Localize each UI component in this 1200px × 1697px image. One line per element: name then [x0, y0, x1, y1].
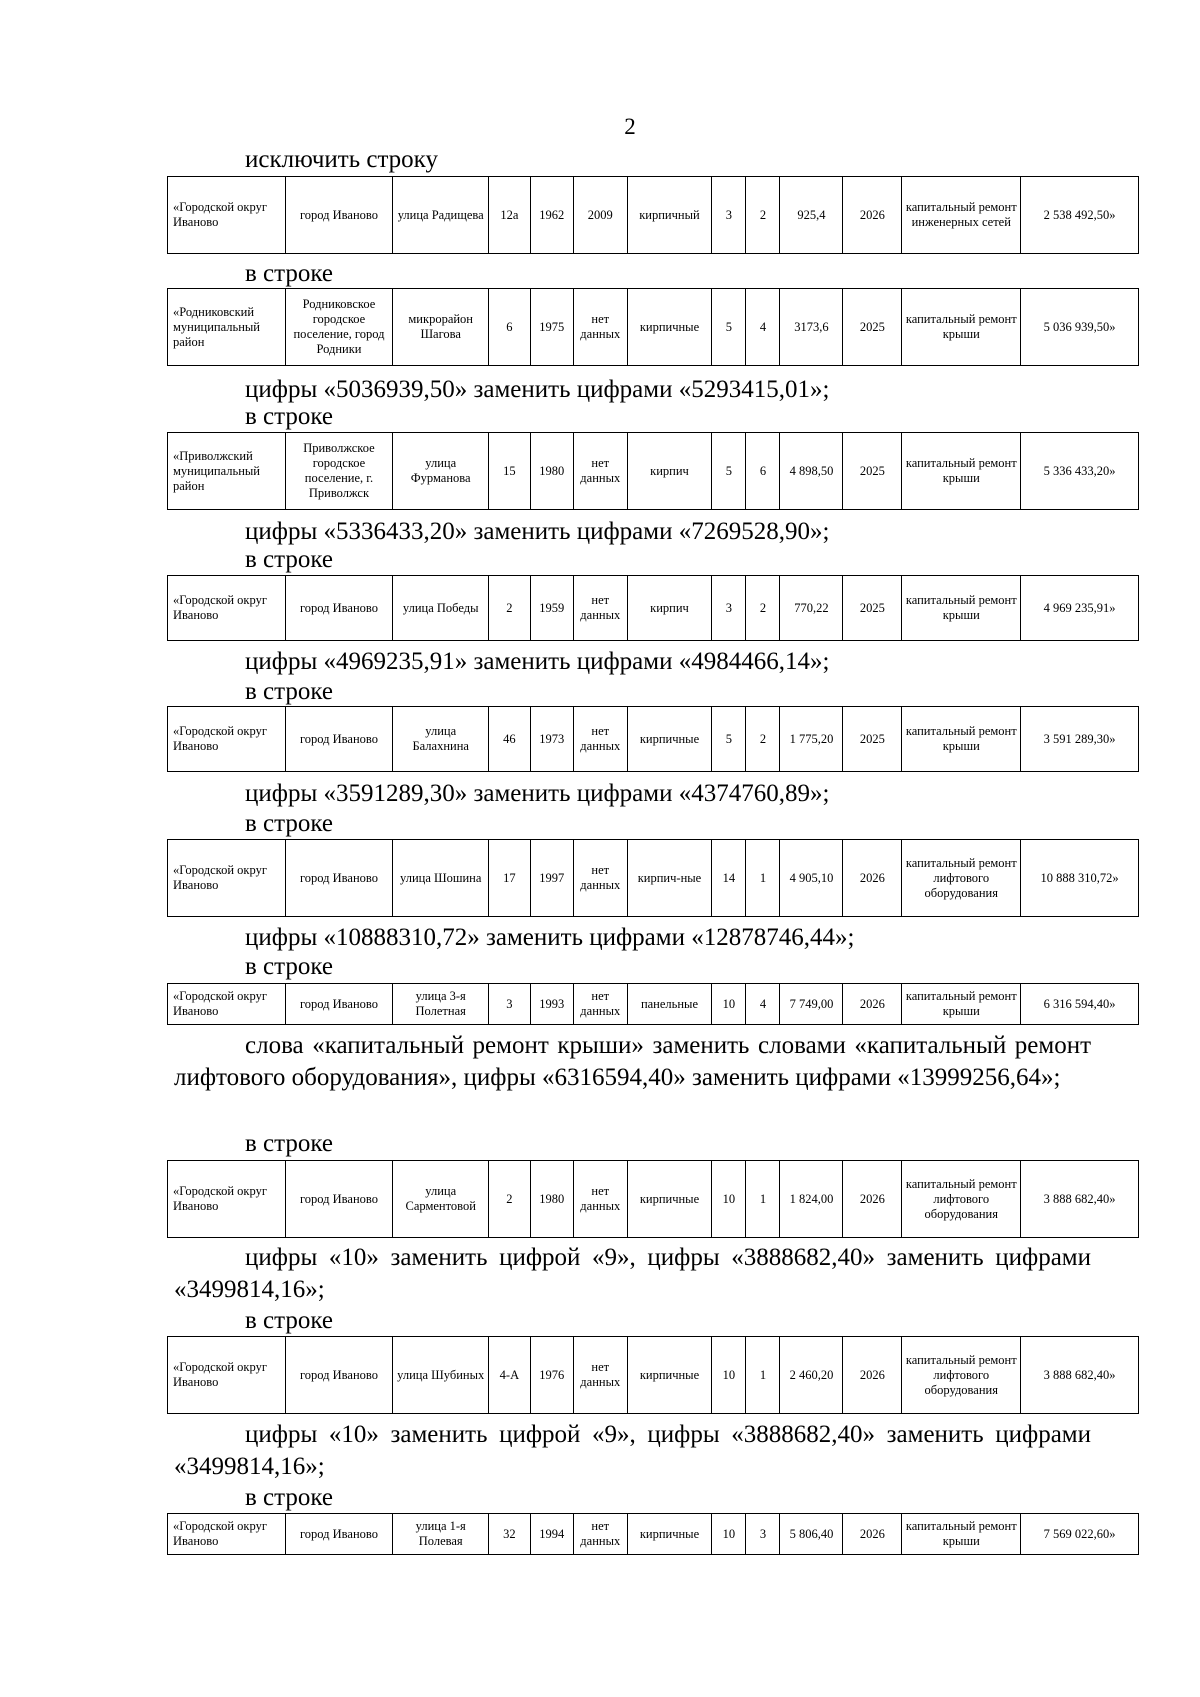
- table-row: [168, 1514, 1139, 1555]
- cell-entrances: 2: [746, 707, 780, 772]
- cell-house: 3: [489, 984, 530, 1025]
- building-table: [167, 288, 1139, 366]
- cell-floors: 10: [712, 1514, 746, 1555]
- instruction-label: в строке: [245, 403, 334, 430]
- cell-repair-year: нет данных: [573, 1161, 627, 1238]
- cell-material: кирпичные: [627, 1337, 712, 1414]
- cell-built-year: 1980: [530, 1161, 573, 1238]
- cell-plan-year: 2026: [843, 177, 902, 254]
- instruction-text: [174, 778, 1091, 810]
- cell-street: улица 1-я Полевая: [393, 1514, 489, 1555]
- cell-built-year: 1959: [530, 576, 573, 641]
- cell-repair-year: 2009: [573, 177, 627, 254]
- cell-municipality: «Приволжский муниципальный район: [168, 433, 286, 510]
- cell-material: панельные: [627, 984, 712, 1025]
- cell-material: кирпич: [627, 576, 712, 641]
- table-row: [168, 289, 1139, 366]
- cell-work-type: капитальный ремонт крыши: [902, 576, 1021, 641]
- cell-material: кирпичный: [627, 177, 712, 254]
- cell-street: улица Радищева: [393, 177, 489, 254]
- cell-entrances: 1: [746, 1337, 780, 1414]
- table-row: [168, 576, 1139, 641]
- cell-cost: 10 888 310,72»: [1021, 840, 1139, 917]
- cell-cost: 7 569 022,60»: [1021, 1514, 1139, 1555]
- cell-area: 7 749,00: [780, 984, 843, 1025]
- cell-cost: 5 036 939,50»: [1021, 289, 1139, 366]
- building-table: [167, 1513, 1139, 1555]
- cell-entrances: 2: [746, 177, 780, 254]
- cell-cost: 3 888 682,40»: [1021, 1337, 1139, 1414]
- table-row: [168, 840, 1139, 917]
- cell-street: микрорайон Шагова: [393, 289, 489, 366]
- cell-plan-year: 2025: [843, 433, 902, 510]
- cell-settlement: Родниковское городское поселение, город Родники: [285, 289, 392, 366]
- cell-entrances: 6: [746, 433, 780, 510]
- cell-street: улица 3-я Полетная: [393, 984, 489, 1025]
- cell-floors: 10: [712, 1161, 746, 1238]
- cell-entrances: 3: [746, 1514, 780, 1555]
- cell-plan-year: 2026: [843, 840, 902, 917]
- cell-repair-year: нет данных: [573, 984, 627, 1025]
- cell-entrances: 1: [746, 1161, 780, 1238]
- building-table: [167, 1336, 1139, 1414]
- instruction-text: [174, 646, 1091, 678]
- cell-material: кирпичные: [627, 1161, 712, 1238]
- cell-floors: 5: [712, 707, 746, 772]
- cell-street: улица Шубиных: [393, 1337, 489, 1414]
- building-table: [167, 839, 1139, 917]
- cell-entrances: 4: [746, 984, 780, 1025]
- cell-settlement: город Иваново: [285, 576, 392, 641]
- building-table: [167, 432, 1139, 510]
- cell-house: 12а: [489, 177, 530, 254]
- cell-plan-year: 2026: [843, 1337, 902, 1414]
- cell-repair-year: нет данных: [573, 289, 627, 366]
- cell-built-year: 1980: [530, 433, 573, 510]
- cell-house: 32: [489, 1514, 530, 1555]
- cell-plan-year: 2026: [843, 1161, 902, 1238]
- cell-house: 4-А: [489, 1337, 530, 1414]
- building-table: [167, 1160, 1139, 1238]
- cell-cost: 6 316 594,40»: [1021, 984, 1139, 1025]
- cell-material: кирпичные: [627, 707, 712, 772]
- cell-area: 4 905,10: [780, 840, 843, 917]
- cell-cost: 5 336 433,20»: [1021, 433, 1139, 510]
- cell-settlement: Приволжское городское поселение, г. Приволжск: [285, 433, 392, 510]
- table-row: [168, 707, 1139, 772]
- cell-plan-year: 2026: [843, 984, 902, 1025]
- cell-settlement: город Иваново: [285, 1161, 392, 1238]
- cell-entrances: 2: [746, 576, 780, 641]
- instruction-text-content: цифры «3591289,30» заменить цифрами «4374760,89»;: [245, 780, 830, 807]
- cell-municipality: «Родниковский муниципальный район: [168, 289, 286, 366]
- cell-work-type: капитальный ремонт крыши: [902, 984, 1021, 1025]
- cell-street: улица Фурманова: [393, 433, 489, 510]
- instruction-text-content: слова «капитальный ремонт крыши» заменить словами «капитальный ремонт лифтового оборудования», цифры «6316594,40» заменить цифрами «13999256,64»;: [174, 1032, 1091, 1091]
- instruction-text-content: цифры «10» заменить цифрой «9», цифры «3888682,40» заменить цифрами «3499814,16»;: [174, 1244, 1091, 1303]
- cell-area: 1 775,20: [780, 707, 843, 772]
- cell-built-year: 1994: [530, 1514, 573, 1555]
- table-row: [168, 984, 1139, 1025]
- cell-settlement: город Иваново: [285, 707, 392, 772]
- cell-built-year: 1993: [530, 984, 573, 1025]
- cell-municipality: «Городской округ Иваново: [168, 576, 286, 641]
- cell-work-type: капитальный ремонт крыши: [902, 1514, 1021, 1555]
- cell-built-year: 1976: [530, 1337, 573, 1414]
- cell-street: улица Победы: [393, 576, 489, 641]
- cell-settlement: город Иваново: [285, 984, 392, 1025]
- table-row: [168, 177, 1139, 254]
- cell-material: кирпич-ные: [627, 840, 712, 917]
- instruction-text: [174, 1242, 1091, 1306]
- building-table: [167, 706, 1139, 772]
- cell-plan-year: 2025: [843, 707, 902, 772]
- cell-area: 5 806,40: [780, 1514, 843, 1555]
- cell-built-year: 1973: [530, 707, 573, 772]
- cell-street: улица Сарментовой: [393, 1161, 489, 1238]
- cell-cost: 3 591 289,30»: [1021, 707, 1139, 772]
- cell-repair-year: нет данных: [573, 433, 627, 510]
- building-table: [167, 983, 1139, 1025]
- cell-floors: 5: [712, 433, 746, 510]
- instruction-text-content: цифры «5336433,20» заменить цифрами «7269528,90»;: [245, 518, 830, 545]
- instruction-text-content: цифры «4969235,91» заменить цифрами «4984466,14»;: [245, 648, 830, 675]
- instruction-label: в строке: [245, 1130, 334, 1157]
- cell-municipality: «Городской округ Иваново: [168, 1514, 286, 1555]
- page-number: 2: [624, 114, 636, 139]
- cell-work-type: капитальный ремонт лифтового оборудования: [902, 1161, 1021, 1238]
- cell-municipality: «Городской округ Иваново: [168, 707, 286, 772]
- cell-municipality: «Городской округ Иваново: [168, 177, 286, 254]
- instruction-text: [174, 922, 1091, 954]
- cell-area: 2 460,20: [780, 1337, 843, 1414]
- cell-settlement: город Иваново: [285, 1514, 392, 1555]
- cell-work-type: капитальный ремонт крыши: [902, 433, 1021, 510]
- cell-street: улица Шошина: [393, 840, 489, 917]
- instruction-text-content: цифры «5036939,50» заменить цифрами «5293415,01»;: [245, 376, 830, 403]
- cell-floors: 3: [712, 177, 746, 254]
- instruction-label: в строке: [245, 810, 334, 837]
- cell-municipality: «Городской округ Иваново: [168, 1337, 286, 1414]
- cell-municipality: «Городской округ Иваново: [168, 840, 286, 917]
- cell-street: улица Балахнина: [393, 707, 489, 772]
- cell-plan-year: 2025: [843, 289, 902, 366]
- cell-area: 3173,6: [780, 289, 843, 366]
- cell-work-type: капитальный ремонт инженерных сетей: [902, 177, 1021, 254]
- cell-repair-year: нет данных: [573, 840, 627, 917]
- cell-floors: 14: [712, 840, 746, 917]
- building-table: [167, 575, 1139, 641]
- cell-house: 15: [489, 433, 530, 510]
- cell-entrances: 4: [746, 289, 780, 366]
- cell-municipality: «Городской округ Иваново: [168, 984, 286, 1025]
- table-row: [168, 1337, 1139, 1414]
- table-row: [168, 1161, 1139, 1238]
- cell-floors: 10: [712, 984, 746, 1025]
- cell-work-type: капитальный ремонт лифтового оборудования: [902, 1337, 1021, 1414]
- cell-floors: 5: [712, 289, 746, 366]
- cell-area: 4 898,50: [780, 433, 843, 510]
- instruction-label: в строке: [245, 1484, 334, 1511]
- cell-repair-year: нет данных: [573, 576, 627, 641]
- cell-material: кирпичные: [627, 289, 712, 366]
- cell-house: 2: [489, 1161, 530, 1238]
- cell-house: 17: [489, 840, 530, 917]
- cell-cost: 4 969 235,91»: [1021, 576, 1139, 641]
- cell-settlement: город Иваново: [285, 840, 392, 917]
- instruction-text: [174, 1419, 1091, 1483]
- instruction-label: в строке: [245, 953, 334, 980]
- cell-repair-year: нет данных: [573, 707, 627, 772]
- instruction-text-content: цифры «10» заменить цифрой «9», цифры «3888682,40» заменить цифрами «3499814,16»;: [174, 1421, 1091, 1480]
- cell-cost: 2 538 492,50»: [1021, 177, 1139, 254]
- cell-built-year: 1997: [530, 840, 573, 917]
- cell-area: 770,22: [780, 576, 843, 641]
- cell-plan-year: 2025: [843, 576, 902, 641]
- cell-house: 6: [489, 289, 530, 366]
- instruction-text-content: цифры «10888310,72» заменить цифрами «12878746,44»;: [245, 924, 855, 951]
- cell-settlement: город Иваново: [285, 177, 392, 254]
- instruction-label: в строке: [245, 1307, 334, 1334]
- cell-area: 925,4: [780, 177, 843, 254]
- instruction-text: [174, 1030, 1091, 1094]
- cell-built-year: 1962: [530, 177, 573, 254]
- cell-work-type: капитальный ремонт крыши: [902, 289, 1021, 366]
- cell-plan-year: 2026: [843, 1514, 902, 1555]
- cell-entrances: 1: [746, 840, 780, 917]
- cell-work-type: капитальный ремонт крыши: [902, 707, 1021, 772]
- cell-municipality: «Городской округ Иваново: [168, 1161, 286, 1238]
- cell-house: 2: [489, 576, 530, 641]
- cell-material: кирпич: [627, 433, 712, 510]
- table-row: [168, 433, 1139, 510]
- cell-work-type: капитальный ремонт лифтового оборудования: [902, 840, 1021, 917]
- cell-floors: 10: [712, 1337, 746, 1414]
- instruction-label: исключить строку: [245, 146, 438, 173]
- cell-settlement: город Иваново: [285, 1337, 392, 1414]
- instruction-label: в строке: [245, 260, 334, 287]
- cell-house: 46: [489, 707, 530, 772]
- building-table: [167, 176, 1139, 254]
- cell-cost: 3 888 682,40»: [1021, 1161, 1139, 1238]
- cell-floors: 3: [712, 576, 746, 641]
- cell-built-year: 1975: [530, 289, 573, 366]
- cell-material: кирпичные: [627, 1514, 712, 1555]
- cell-repair-year: нет данных: [573, 1514, 627, 1555]
- instruction-label: в строке: [245, 678, 334, 705]
- cell-area: 1 824,00: [780, 1161, 843, 1238]
- cell-repair-year: нет данных: [573, 1337, 627, 1414]
- instruction-label: в строке: [245, 546, 334, 573]
